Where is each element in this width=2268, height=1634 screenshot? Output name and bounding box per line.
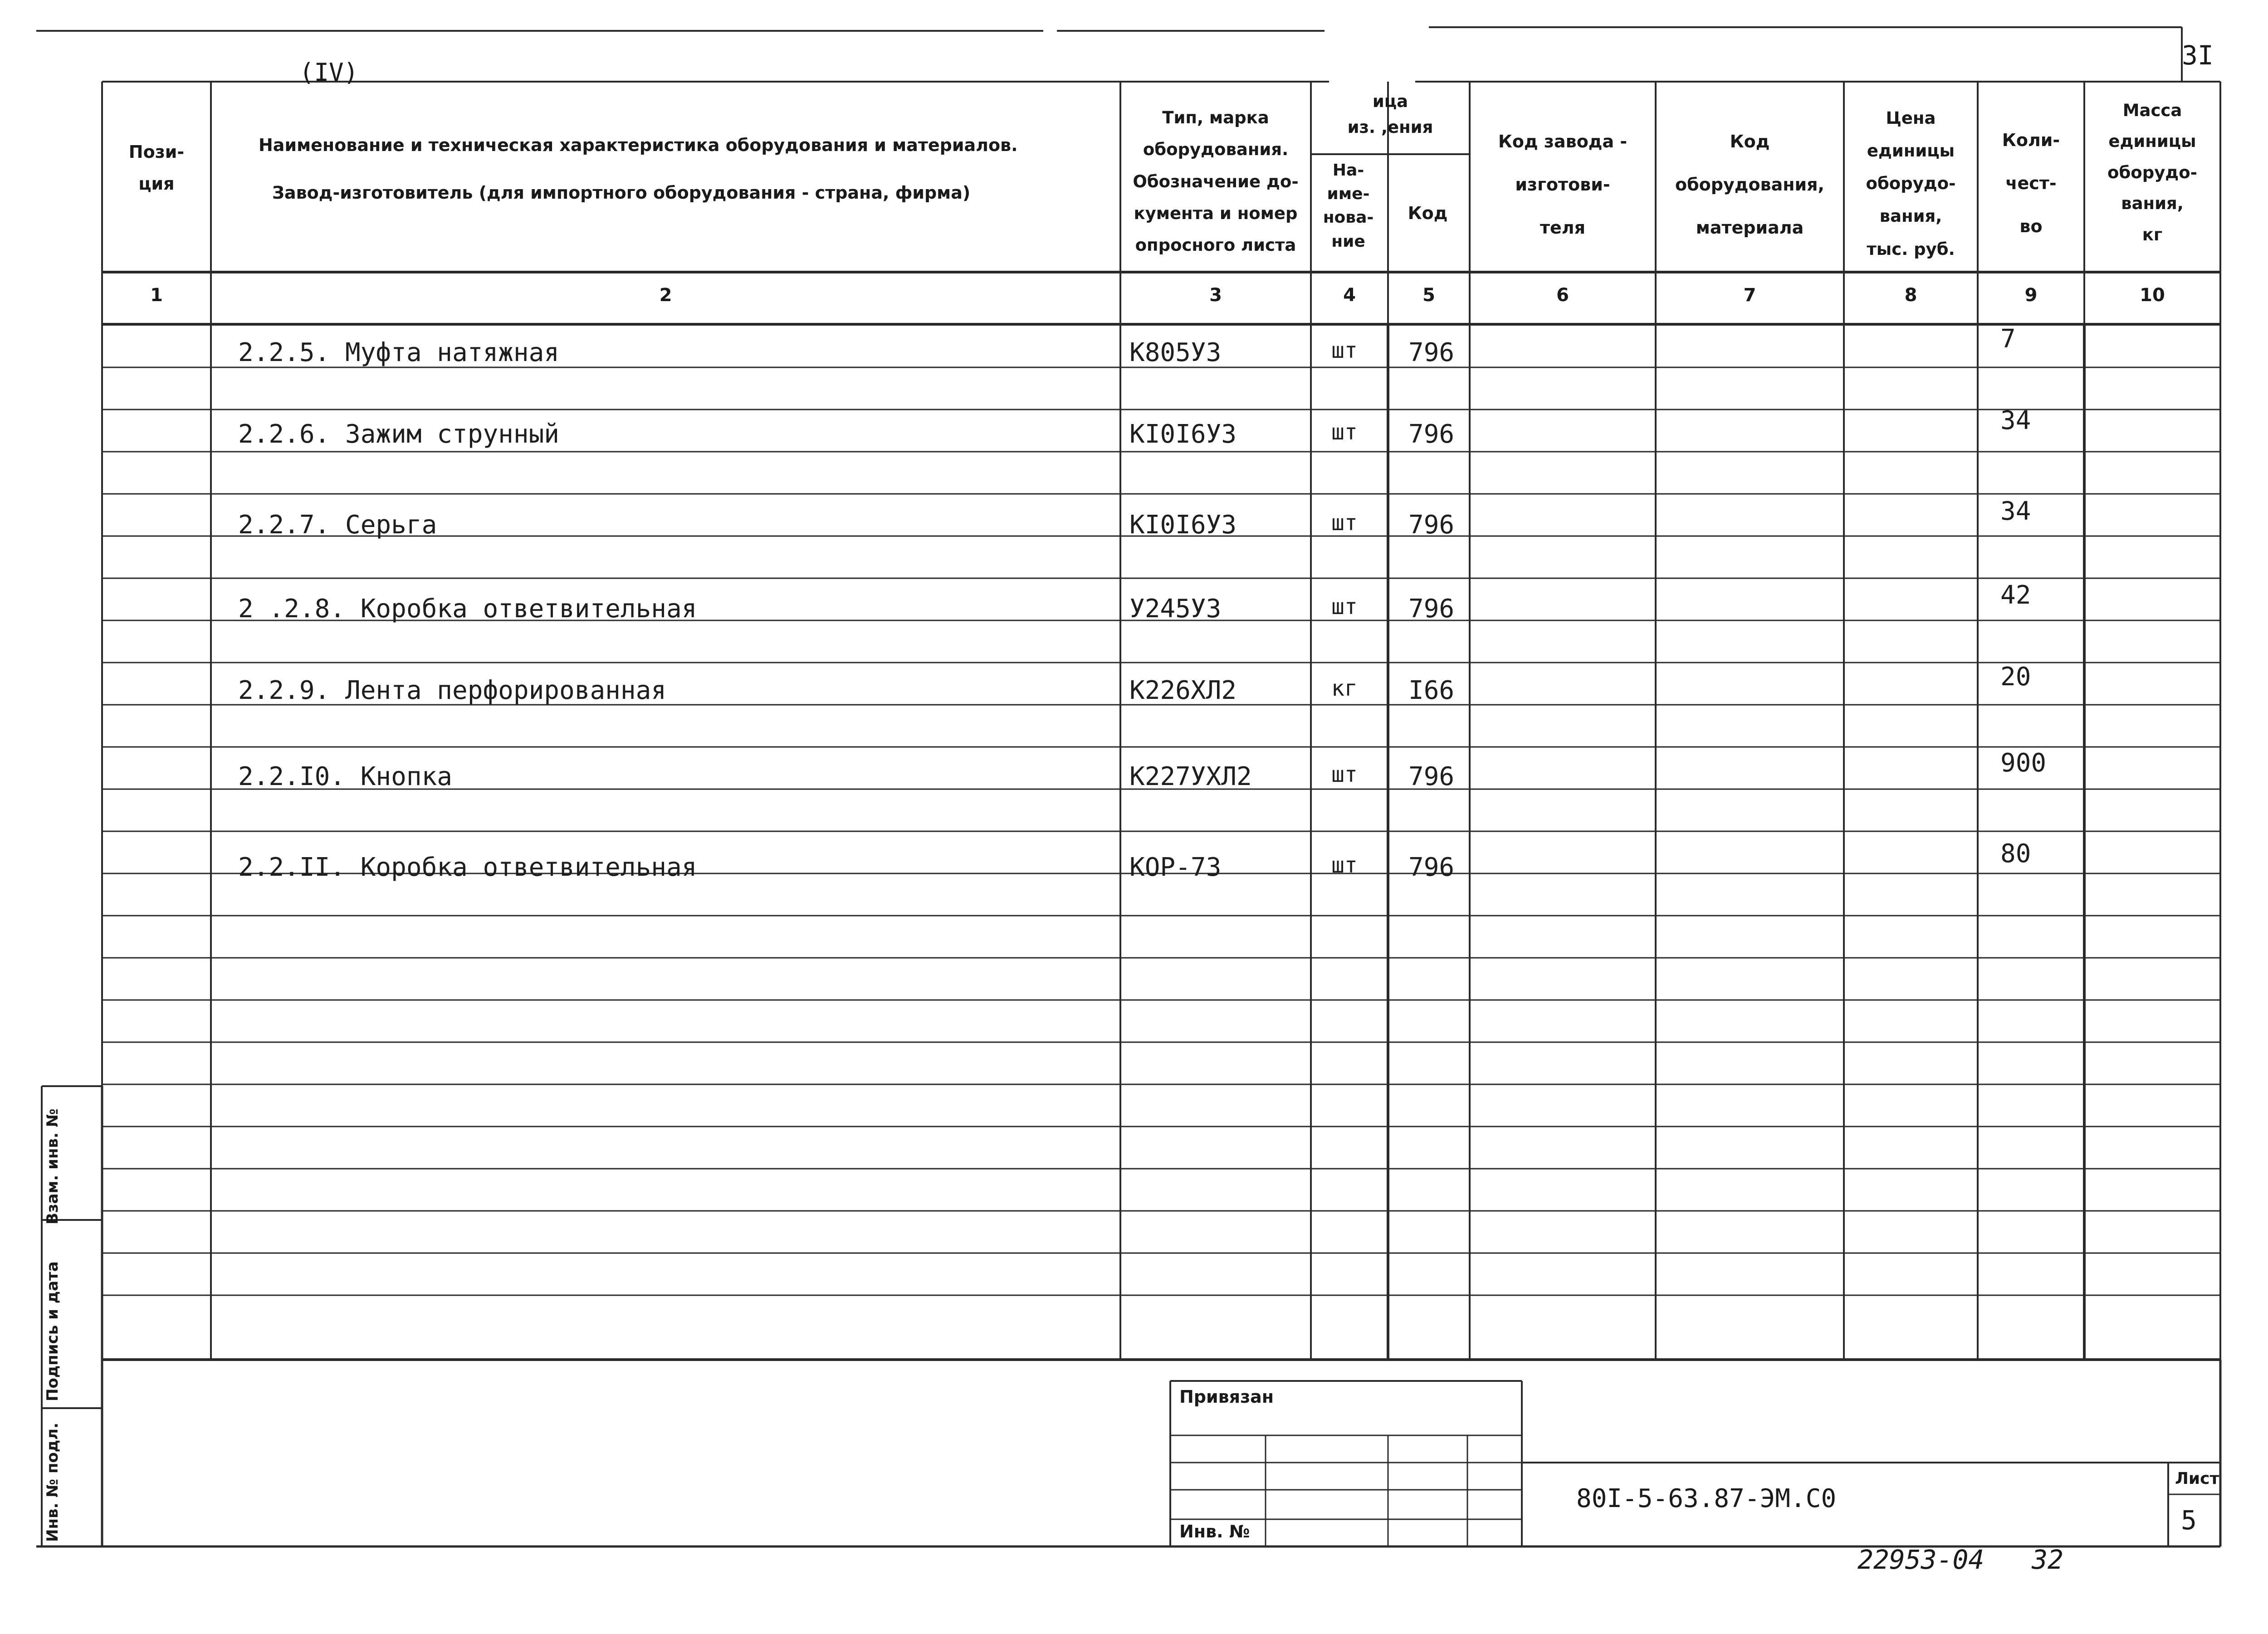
header-position: Пози- ция xyxy=(128,142,185,194)
header-unit-group: ица из. ,ения xyxy=(1347,92,1433,137)
item-quantity: 7 xyxy=(2000,324,2016,354)
header-unit-name: На- име- нова- ние xyxy=(1323,161,1374,251)
column-number-9: 9 xyxy=(2024,285,2038,306)
header-equipment-code: Код оборудования, материала xyxy=(1675,132,1824,238)
side-label-inv-podl: Инв. № подл. xyxy=(44,1422,62,1542)
item-unit-code: 796 xyxy=(1408,853,1455,882)
column-number-4: 4 xyxy=(1343,285,1356,306)
item-unit-code: 796 xyxy=(1408,419,1455,449)
item-quantity: 80 xyxy=(2000,839,2031,868)
column-number-1: 1 xyxy=(150,285,163,306)
item-name: 2.2.II. Коробка ответвительная xyxy=(238,853,697,882)
item-name: 2.2.6. Зажим струнный xyxy=(238,419,560,449)
item-quantity: 34 xyxy=(2000,497,2031,526)
item-name: 2.2.5. Муфта натяжная xyxy=(238,338,560,367)
item-name: 2.2.9. Лента перфорированная xyxy=(238,676,667,705)
column-number-8: 8 xyxy=(1904,285,1917,306)
item-unit: шт xyxy=(1331,762,1358,787)
item-type: У245У3 xyxy=(1129,594,1222,624)
item-type: КI0I6У3 xyxy=(1129,510,1237,540)
column-number-5: 5 xyxy=(1422,285,1435,306)
column-number-6: 6 xyxy=(1556,285,1569,306)
header-name-line1: Наименование и техническая характеристика оборудования и материалов. xyxy=(259,135,1018,155)
archive-number: 22953-04 32 xyxy=(1857,1544,2063,1575)
item-quantity: 900 xyxy=(2000,748,2047,778)
header-quantity: Коли- чест- во xyxy=(2002,130,2060,236)
item-name: 2.2.I0. Кнопка xyxy=(238,762,453,791)
header-name-line2: Завод-изготовитель (для импортного оборудования - страна, фирма) xyxy=(272,183,971,203)
column-number-10: 10 xyxy=(2140,285,2165,306)
item-unit-code: I66 xyxy=(1408,676,1455,705)
item-type: КОР-73 xyxy=(1129,853,1222,882)
item-unit-code: 796 xyxy=(1408,338,1455,367)
header-type: Тип, марка оборудования. Обозначение до- кумента и номер опросного листа xyxy=(1133,108,1299,255)
item-unit: шт xyxy=(1331,594,1358,619)
stamp-privyazan: Привязан xyxy=(1179,1387,1274,1407)
item-type: К805У3 xyxy=(1129,338,1222,367)
column-number-3: 3 xyxy=(1209,285,1222,306)
section-label: (IV) xyxy=(299,58,359,87)
stamp-inv-no: Инв. № xyxy=(1179,1522,1250,1541)
item-quantity: 42 xyxy=(2000,580,2031,610)
item-unit-code: 796 xyxy=(1408,594,1455,624)
item-unit: шт xyxy=(1331,853,1358,878)
item-unit-code: 796 xyxy=(1408,762,1455,791)
header-factory-code: Код завода - изготови- теля xyxy=(1498,132,1628,238)
item-unit: кг xyxy=(1331,676,1358,701)
item-unit: шт xyxy=(1331,510,1358,536)
item-quantity: 34 xyxy=(2000,406,2031,435)
column-number-2: 2 xyxy=(659,285,672,306)
header-unit-mass: Масса единицы оборудо- вания, кг xyxy=(2107,101,2197,244)
item-type: К226ХЛ2 xyxy=(1129,676,1237,705)
list-number: 5 xyxy=(2181,1505,2197,1536)
item-type: К227УХЛ2 xyxy=(1129,762,1252,791)
header-unit-price: Цена единицы оборудо- вания, тыс. руб. xyxy=(1866,108,1956,259)
item-name: 2 .2.8. Коробка ответвительная xyxy=(238,594,697,624)
item-unit-code: 796 xyxy=(1408,510,1455,540)
header-unit-code: Код xyxy=(1408,203,1448,223)
side-label-podpis-data: Подпись и дата xyxy=(44,1261,62,1401)
column-number-7: 7 xyxy=(1743,285,1756,306)
item-unit: шт xyxy=(1331,338,1358,363)
side-label-vzam-inv: Взам. инв. № xyxy=(44,1108,62,1224)
document-code: 80I-5-63.87-ЭМ.С0 xyxy=(1576,1484,1837,1513)
item-type: КI0I6У3 xyxy=(1129,419,1237,449)
item-quantity: 20 xyxy=(2000,662,2031,692)
list-label: Лист xyxy=(2175,1469,2219,1488)
sheet-number-top: 3I xyxy=(2182,40,2214,71)
item-unit: шт xyxy=(1331,419,1358,445)
item-name: 2.2.7. Серьга xyxy=(238,510,437,540)
